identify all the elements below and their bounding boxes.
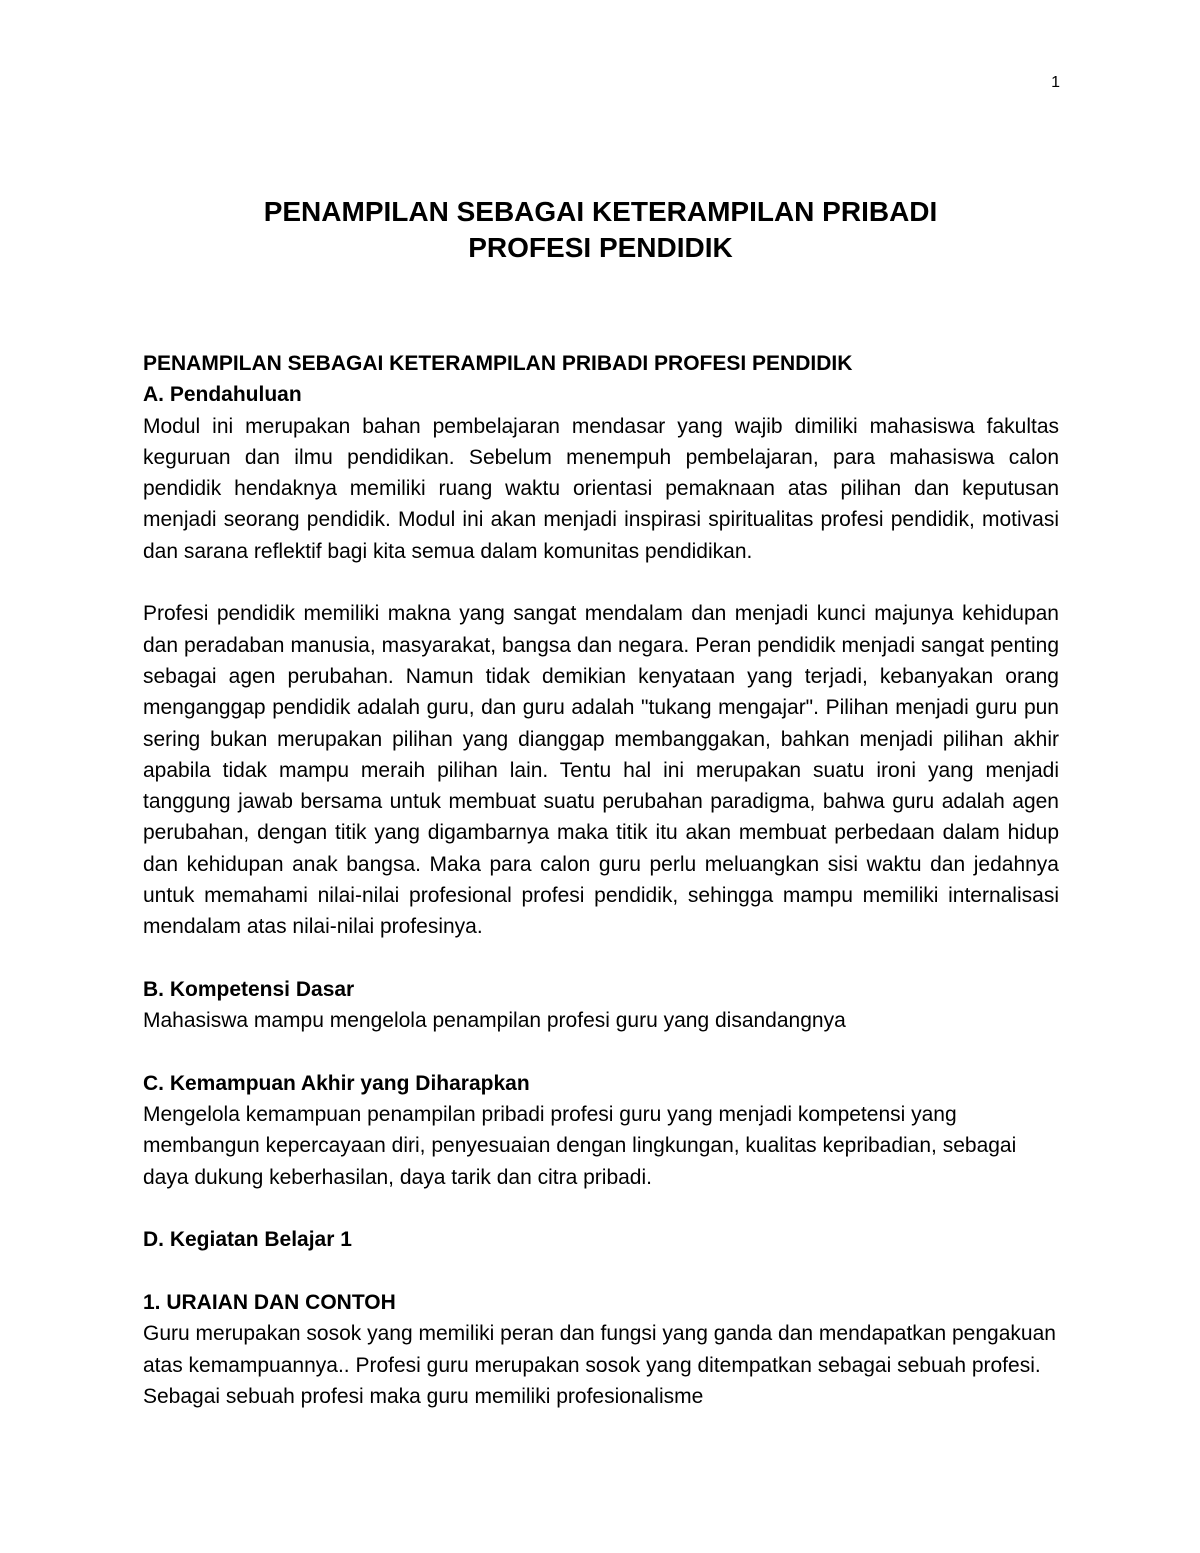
document-title (143, 194, 1058, 266)
title-line-2: PROFESI PENDIDIK (468, 232, 733, 263)
section-a-paragraph-1: Modul ini merupakan bahan pembelajaran mendasar yang wajib dimiliki mahasiswa fakultas keguruan dan ilmu pendidikan. Sebelum menempuh pembelajaran, para mahasiswa calon pendidik hendaknya memiliki ruang waktu orientasi pemaknaan atas pilihan dan keputusan menjadi seorang pendidik. Modul ini akan menjadi inspirasi spiritualitas profesi pendidik, motivasi dan sarana reflektif bagi kita semua dalam komunitas pendidikan. (143, 414, 1059, 563)
subsection-1-text: Guru merupakan sosok yang memiliki peran dan fungsi yang ganda dan mendapatkan pengakuan atas kemampuannya.. Profesi guru merupakan sosok yang ditempatkan sebagai sebuah profesi. Sebagai sebuah profesi maka guru memiliki profesionalisme (143, 1322, 1056, 1408)
section-b-text: Mahasiswa mampu mengelola penampilan profesi guru yang disandangnya (143, 1009, 846, 1033)
section-d-heading: D. Kegiatan Belajar 1 (143, 1228, 352, 1252)
page-number: 1 (1051, 74, 1060, 91)
document-body (143, 348, 1059, 1412)
section-b-heading: B. Kompetensi Dasar (143, 977, 355, 1001)
main-heading: PENAMPILAN SEBAGAI KETERAMPILAN PRIBADI PROFESI PENDIDIK (143, 352, 853, 375)
title-line-1: PENAMPILAN SEBAGAI KETERAMPILAN PRIBADI (263, 196, 938, 227)
section-a-heading: A. Pendahuluan (143, 383, 302, 407)
section-a-paragraph-2: Profesi pendidik memiliki makna yang sangat mendalam dan menjadi kunci majunya kehidupan dan peradaban manusia, masyarakat, bangsa dan negara. Peran pendidik menjadi sangat penting sebagai agen perubahan. Namun tidak demikian kenyataan yang terjadi, kebanyakan orang menganggap pendidik adalah guru, dan guru adalah "tukang mengajar". Pilihan menjadi guru pun sering bukan merupakan pilihan yang dianggap membanggakan, bahkan menjadi pilihan akhir apabila tidak mampu meraih pilihan lain. Tentu hal ini merupakan suatu ironi yang menjadi tanggung jawab bersama untuk membuat suatu perubahan paradigma, bahwa guru adalah agen perubahan, dengan titik yang digambarnya maka titik itu akan membuat perbedaan dalam hidup dan kehidupan anak bangsa. Maka para calon guru perlu meluangkan sisi waktu dan jedahnya untuk memahami nilai-nilai profesional profesi pendidik, sehingga mampu memiliki internalisasi mendalam atas nilai-nilai profesinya. (143, 602, 1059, 939)
section-c-heading: C. Kemampuan Akhir yang Diharapkan (143, 1071, 530, 1095)
section-c-text: Mengelola kemampuan penampilan pribadi profesi guru yang menjadi kompetensi yang membangun kepercayaan diri, penyesuaian dengan lingkungan, kualitas kepribadian, sebagai daya dukung keberhasilan, daya tarik dan citra pribadi. (143, 1103, 1017, 1189)
subsection-1-heading: 1. URAIAN DAN CONTOH (143, 1290, 396, 1314)
